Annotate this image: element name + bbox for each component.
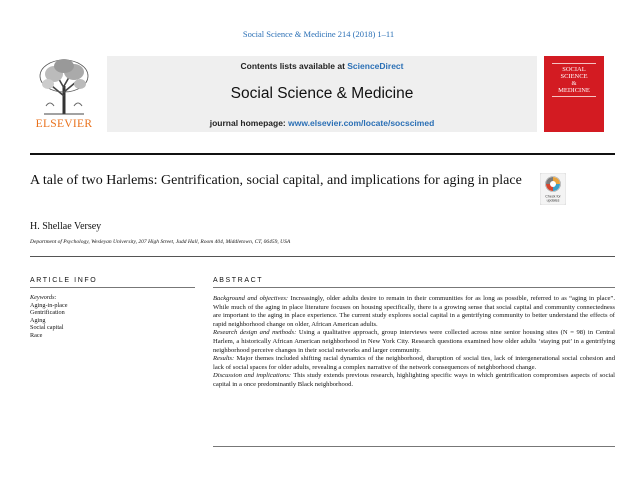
check-for-updates-badge[interactable]: [540, 173, 566, 205]
keyword-item: Gentrification: [30, 309, 65, 317]
elsevier-tree-icon: [34, 56, 94, 116]
journal-title[interactable]: Social Science & Medicine: [230, 85, 414, 102]
contents-line: [107, 61, 537, 71]
abstract-section-methods: [213, 329, 615, 355]
cover-rule-bottom: [552, 96, 596, 97]
homepage-prefix: journal homepage:: [209, 118, 289, 128]
keywords-title: Keywords:: [30, 294, 57, 301]
author-name[interactable]: H. Shellae Versey: [30, 221, 102, 232]
contents-prefix: Contents lists available at: [240, 61, 348, 71]
cover-line-3: &: [571, 80, 577, 87]
abstract-rule: [213, 287, 615, 288]
crossmark-icon: [540, 173, 566, 205]
elsevier-wordmark: ELSEVIER: [35, 118, 93, 130]
abstract-lead: Research design and methods:: [213, 329, 297, 337]
abstract-heading: ABSTRACT: [213, 277, 264, 284]
crossmark-label-1: Check for: [545, 194, 561, 199]
keyword-item: Aging-in-place: [30, 301, 68, 309]
cover-rule-top: [552, 63, 596, 64]
header-divider: [30, 256, 615, 257]
journal-masthead: [30, 56, 615, 134]
cover-text: [544, 66, 604, 94]
crossmark-label-2: updates: [546, 198, 560, 203]
abstract-text: Using a qualitative approach, group interviews were collected across nine senior housing sites (N = 98) in Central Harlem, a historically African American neighborhood in New York City. Research questions examined how older adults ‘staying put’ in a gentrifying neighborhood perceive changes in their social networks and larger community.: [213, 329, 615, 354]
abstract-text: Increasingly, older adults desire to remain in their communities for as long as possible, referred to as “aging in place”. While much of the aging in place literature focuses on housing specifically, there is a growing sense that social capital and community connectedness are important to the aging in place experience. The current study explores social capital in a gentrifying community to better understand the effects of rapid neighborhood change on older, African American adults.: [213, 295, 616, 328]
abstract-lead: Results:: [213, 355, 235, 363]
cover-line-1: SOCIAL: [562, 66, 586, 73]
abstract-text: Major themes included shifting racial dynamics of the neighborhood, disruption of social ties, lack of intergenerational social cohesion and lack of social spaces for older adults, revealing a complex narrative of the network consequences of neighborhood change.: [213, 355, 615, 371]
author-affiliation: Department of Psychology, Wesleyan University, 207 High Street, Judd Hall, Room 404, Middletown, CT, 06459, USA: [30, 239, 291, 245]
article-info-heading: ARTICLE INFO: [30, 277, 98, 284]
article-info-rule: [30, 287, 195, 288]
keyword-item: Race: [30, 331, 43, 339]
abstract-lead: Discussion and implications:: [213, 372, 292, 380]
cover-line-2: SCIENCE: [560, 73, 588, 80]
masthead-center: [107, 56, 537, 132]
masthead-divider: [30, 153, 615, 155]
abstract-bottom-rule: [213, 446, 615, 447]
article-title: A tale of two Harlems: Gentrification, social capital, and implications for aging in place: [30, 173, 522, 188]
homepage-line: [107, 118, 537, 128]
journal-cover[interactable]: [544, 56, 604, 132]
keywords-block: [30, 294, 67, 340]
sciencedirect-link[interactable]: ScienceDirect: [347, 61, 404, 71]
abstract-lead: Background and objectives:: [213, 295, 289, 302]
keyword-item: Social capital: [30, 324, 64, 332]
elsevier-logo[interactable]: [30, 56, 98, 132]
abstract-section-discussion: [213, 372, 615, 389]
keyword-item: Aging: [30, 316, 46, 324]
abstract-section-background: [213, 295, 615, 329]
abstract-text: This study extends previous research, highlighting specific ways in which gentrification compromises aspects of social capital in a once predominantly Black neighborhood.: [213, 372, 615, 388]
abstract-section-results: [213, 355, 615, 372]
cover-line-4: MEDICINE: [558, 87, 590, 94]
homepage-link[interactable]: www.elsevier.com/locate/socscimed: [288, 118, 435, 128]
journal-reference[interactable]: Social Science & Medicine 214 (2018) 1–11: [242, 29, 395, 39]
abstract-body: [213, 295, 615, 390]
